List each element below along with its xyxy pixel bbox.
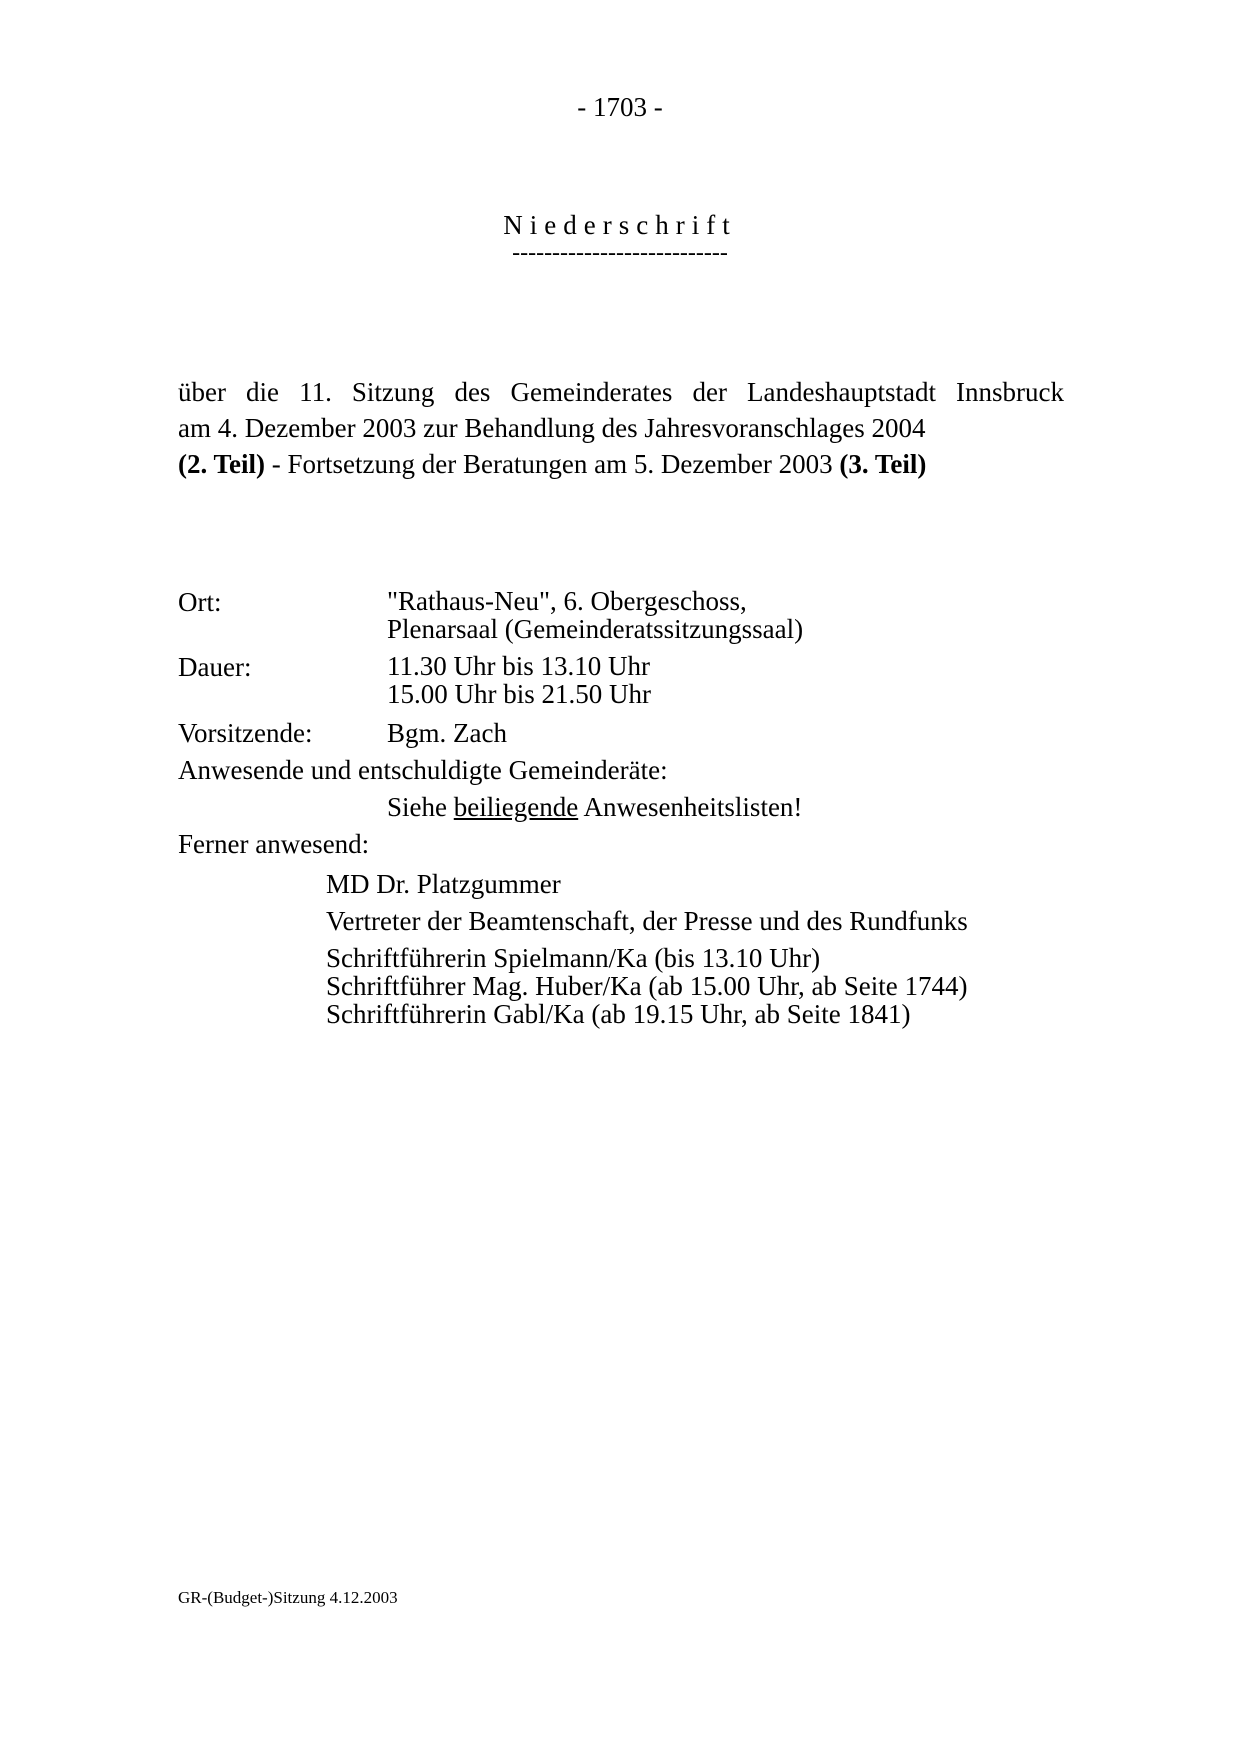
intro-part-3: (3. Teil) xyxy=(839,449,927,479)
ferner-item: MD Dr. Platzgummer xyxy=(326,869,561,899)
dauer-value-line-2: 15.00 Uhr bis 21.50 Uhr xyxy=(387,679,651,709)
anwesende-label: Anwesende und entschuldigte Gemeinderäte: xyxy=(178,755,668,785)
dauer-value-line-1: 11.30 Uhr bis 13.10 Uhr xyxy=(387,651,650,681)
ort-value-line-2: Plenarsaal (Gemeinderatssitzungssaal) xyxy=(387,614,804,644)
intro-line-2: am 4. Dezember 2003 zur Behandlung des Jahresvoranschlages 2004 xyxy=(178,413,926,443)
ort-label: Ort: xyxy=(178,587,222,617)
page-number: - 1703 - xyxy=(577,92,663,122)
anwesende-value xyxy=(387,792,802,823)
dauer-label: Dauer: xyxy=(178,652,252,682)
intro-line-1: über die 11. Sitzung des Gemeinderates der Landeshauptstadt Innsbruck xyxy=(178,377,1064,407)
footer: GR-(Budget-)Sitzung 4.12.2003 xyxy=(178,1588,398,1607)
ferner-list-tight xyxy=(326,944,968,1028)
ferner-item: Schriftführer Mag. Huber/Ka (ab 15.00 Uhr, ab Seite 1744) xyxy=(326,971,968,1001)
intro-line-3 xyxy=(178,446,1064,482)
anwesende-post: Anwesenheitslisten! xyxy=(578,792,803,822)
ort-value xyxy=(387,587,803,643)
dauer-value xyxy=(387,652,651,708)
ferner-item: Schriftführerin Gabl/Ka (ab 19.15 Uhr, ab Seite 1841) xyxy=(326,999,911,1029)
ferner-item: Vertreter der Beamtenschaft, der Presse und des Rundfunks xyxy=(326,906,968,936)
title-underline: --------------------------- xyxy=(512,240,728,266)
anwesende-pre: Siehe xyxy=(387,792,454,822)
ferner-label: Ferner anwesend: xyxy=(178,829,370,859)
intro-paragraph xyxy=(178,374,1064,482)
anwesende-link: beiliegende xyxy=(453,792,579,822)
ort-value-line-1: "Rathaus-Neu", 6. Obergeschoss, xyxy=(387,586,747,616)
intro-continuation: - Fortsetzung der Beratungen am 5. Dezember 2003 xyxy=(265,449,840,479)
vorsitz-value: Bgm. Zach xyxy=(387,718,507,748)
intro-part-2: (2. Teil) xyxy=(178,449,266,479)
vorsitz-label: Vorsitzende: xyxy=(178,718,313,748)
ferner-item: Schriftführerin Spielmann/Ka (bis 13.10 Uhr) xyxy=(326,943,821,973)
document-title: Niederschrift xyxy=(503,210,737,240)
